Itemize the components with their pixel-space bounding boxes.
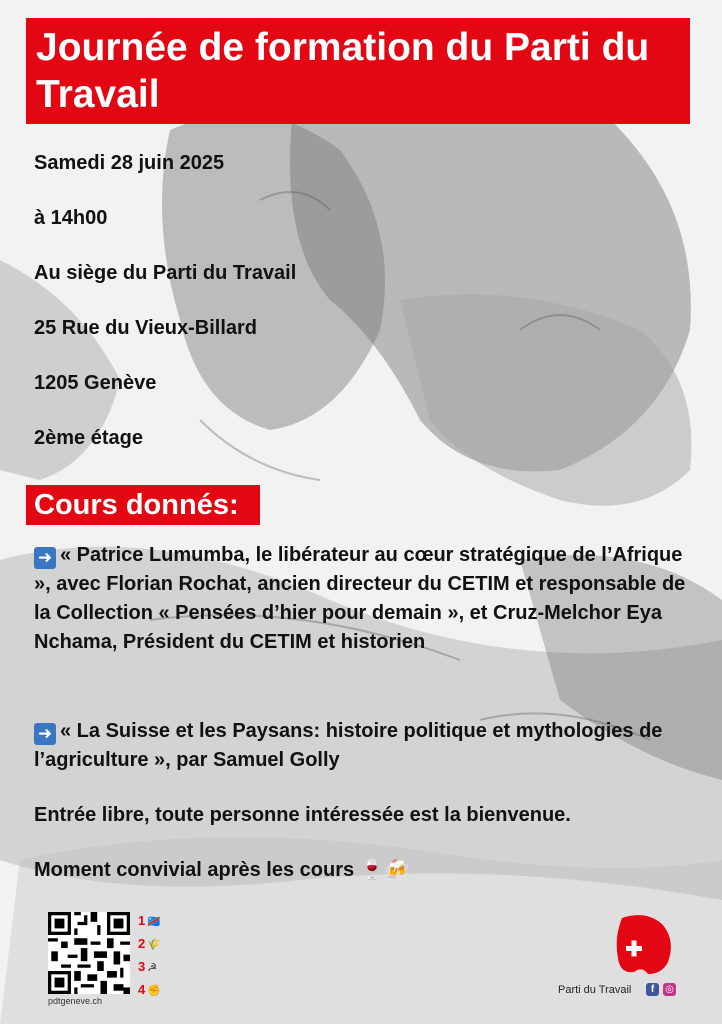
flag-icon: 🇨🇩 <box>147 916 161 928</box>
hammer-sickle-icon: ☭ <box>147 962 158 974</box>
list-item: 2 🌾 <box>138 936 161 951</box>
party-logo-icon <box>612 910 678 976</box>
title-banner <box>26 18 690 124</box>
course-item <box>34 541 694 657</box>
qr-code[interactable] <box>48 912 130 994</box>
raised-fist-icon: ✊ <box>147 985 161 997</box>
arrow-right-icon: ➜ <box>34 547 56 569</box>
closing-info: Moment convivial après les cours 🍷🍻 <box>34 859 410 881</box>
page-title: Journée de formation du Parti du Travail <box>36 26 650 116</box>
instagram-icon[interactable]: ◎ <box>663 983 676 996</box>
course-item <box>34 717 694 775</box>
course-2-text: « La Suisse et les Paysans: histoire politique et mythologies de l’agriculture », par Samuel Golly <box>34 720 663 771</box>
website-caption: pdtgeneve.ch <box>48 996 103 1006</box>
facebook-icon[interactable]: f <box>646 983 659 996</box>
event-floor: 2ème étage <box>34 427 143 449</box>
event-date: Samedi 28 juin 2025 <box>34 152 225 174</box>
wheat-icon: 🌾 <box>147 939 161 951</box>
organization-name: Parti du Travail <box>558 984 632 996</box>
event-venue: Au siège du Parti du Travail <box>34 262 297 284</box>
arrow-right-icon: ➜ <box>34 723 56 745</box>
courses-heading-banner <box>26 485 260 525</box>
entry-info: Entrée libre, toute personne intéressée est la bienvenue. <box>34 804 571 826</box>
event-street: 25 Rue du Vieux-Billard <box>34 317 258 339</box>
list-item: 4 ✊ <box>138 982 161 997</box>
event-time: à 14h00 <box>34 207 108 229</box>
list-item: 3 ☭ <box>138 959 158 974</box>
course-1-text: « Patrice Lumumba, le libérateur au cœur stratégique de l’Afrique », avec Florian Rochat, ancien directeur du CETIM et responsable de la Collection « Pensées d’hier pour demain », et Cruz-Melchor Eya Nchama, Président du CETIM et historien <box>34 544 686 653</box>
numbered-icon-list <box>138 910 161 1002</box>
list-item: 1 🇨🇩 <box>138 913 161 928</box>
courses-heading: Cours donnés: <box>34 489 239 521</box>
event-city: 1205 Genève <box>34 372 157 394</box>
